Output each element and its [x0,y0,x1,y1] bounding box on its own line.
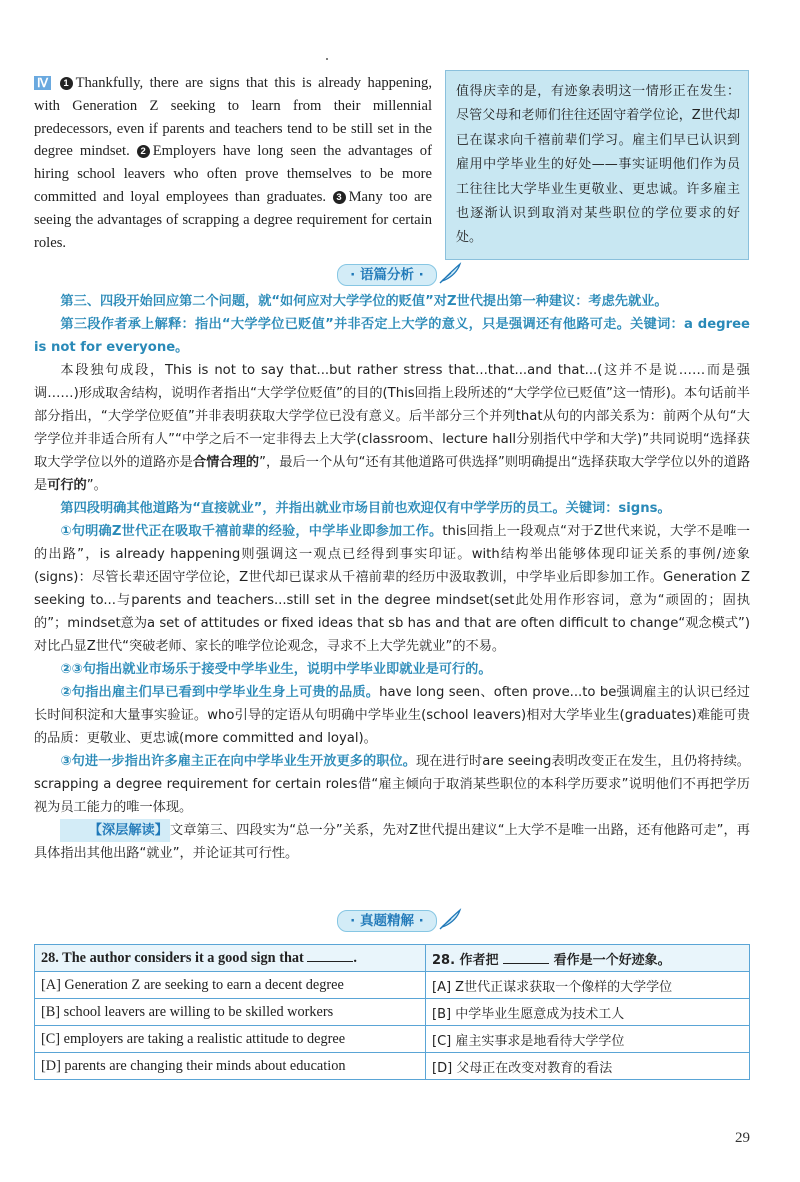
print-speck [326,58,328,60]
quill-pen-icon [439,908,463,930]
analysis-body [34,290,750,865]
option-c-zh: [C] 雇主实事求是地看待大学学位 [426,1026,750,1053]
emphasis-feasible: 可行的 [47,478,87,493]
option-row-b [35,999,750,1026]
analysis-para-2: 第三段作者承上解释：指出“大学学位已贬值”并非否定上大学的意义，只是强调还有他路可走。关键词：a degree is not for everyone。 [34,317,750,355]
option-b-zh: [B] 中学毕业生愿意成为技术工人 [426,999,750,1026]
sentence-1: Thankfully, there are signs that this is already happening, with Generation Z seeking to learn from their millennial predecessors, even if parents and teachers tend to be still set in the degree mindset. [34,75,432,160]
section-heading-label: · 真题精解 · [337,910,437,932]
option-d-en: [D] parents are changing their minds about education [35,1053,426,1080]
option-d-zh: [D] 父母正在改变对教育的看法 [426,1053,750,1080]
option-c-en: [C] employers are taking a realistic attitude to degree [35,1026,426,1053]
page-number: 29 [735,1130,750,1146]
question-stem-zh: 28. 作者把 看作是一个好迹象。 [426,945,750,972]
question-table [34,944,750,1080]
sentence-2: Employers have long seen the advantages of hiring school leavers who often prove themselves to be more committed and loyal employees than graduates. [34,143,432,205]
section-heading-discourse-analysis [0,262,800,286]
section-heading-label: · 语篇分析 · [337,264,437,286]
sentence-number-2: 2 [137,145,150,158]
sentence-3: Many too are seeing the advantages of scrapping a degree requirement for certain roles. [34,188,432,251]
option-row-a [35,972,750,999]
roman-numeral-badge: Ⅳ [34,76,51,90]
question-stem-en: 28. The author considers it a good sign that . [35,945,426,972]
sentence-3-note: ③句进一步指出许多雇主正在向中学毕业生开放更多的职位。 [60,754,417,769]
emphasis-reasonable: 合情合理的 [192,455,260,470]
analysis-para-8: ③句进一步指出许多雇主正在向中学毕业生开放更多的职位。现在进行时are seeing表明改变正在发生，且仍将持续。scrapping a degree requirement for certain roles借“雇主倾向于取消某些职位的本科学历要求”说明他们不再把学历视为员工能力的唯一体现。 [34,754,750,815]
question-stem-row [35,945,750,972]
deep-reading-tag: 【深层解读】 [60,819,170,842]
option-a-zh: [A] Z世代正谋求获取一个像样的大学学位 [426,972,750,999]
translation-box: 值得庆幸的是，有迹象表明这一情形正在发生：尽管父母和老师们往往还固守着学位论，Z世代却已在谋求向千禧前辈们学习。雇主们早已认识到雇用中学毕业生的好处——事实证明他们作为员工往往比大学毕业生更敬业、更忠诚。许多雇主也逐渐认识到取消对某些职位的学位要求的好处。 [445,70,749,260]
sentence-2-note: ②句指出雇主们早已看到中学毕业生身上可贵的品质。 [60,685,380,700]
option-b-en: [B] school leavers are willing to be skilled workers [35,999,426,1026]
analysis-para-5: ①句明确Z世代正在吸取千禧前辈的经验，中学毕业即参加工作。this回指上一段观点“对于Z世代来说，大学不是唯一的出路”，is already happening则强调这一观点已经得到事实印证。with结构举出能够体现印证关系的事例/迹象(signs)：尽管长辈还固守学位论，Z世代却已谋求从千禧前辈的经历中汲取教训，中学毕业后即参加工作。Generation Z seeking to...与parents and teachers...still set in the degree mindset(set此处用作形容词，意为“顽固的；固执的”；mindset意为a set of attitudes or fixed ideas that sb has and that are often difficult to change“观念模式”)对比凸显Z世代“突破老师、家长的唯学位论观念，寻求不上大学先就业”的不易。 [34,524,750,654]
option-row-d [35,1053,750,1080]
sentence-number-3: 3 [333,191,346,204]
passage-paragraph-iv [34,72,432,254]
analysis-para-6: ②③句指出就业市场乐于接受中学毕业生，说明中学毕业即就业是可行的。 [60,662,492,677]
section-heading-question-analysis [0,908,800,932]
analysis-para-3: 本段独句成段，This is not to say that...but rather stress that...that...and that...(这并不是说……而是强调……)形成取舍结构，说明作者指出“大学学位贬值”的目的(This回指上段所述的“大学学位已贬值”这一情形)。本句话前半部分指出，“大学学位贬值”并非表明获取大学学位已没有意义。后半部分三个并列that从句的内部关系为：前两个从句“大学学位并非适合所有人”“中学之后不一定非得去上大学(classroom、lecture hall分别指代中学和大学)”共同说明“选择获取大学学位以外的道路亦是合情合理的”，最后一个从句“还有其他道路可供选择”则明确提出“选择获取大学学位以外的道路是可行的”。 [34,363,750,493]
analysis-para-4: 第四段明确其他道路为“直接就业”，并指出就业市场目前也欢迎仅有中学学历的员工。关键词：signs。 [60,501,671,516]
option-a-en: [A] Generation Z are seeking to earn a decent degree [35,972,426,999]
answer-blank [307,949,353,962]
answer-blank [503,951,549,964]
sentence-number-1: 1 [60,77,73,90]
quill-pen-icon [439,262,463,284]
sentence-1-note: ①句明确Z世代正在吸取千禧前辈的经验，中学毕业即参加工作。 [60,524,443,539]
analysis-para-9: 【深层解读】 文章第三、四段实为“总一分”关系，先对Z世代提出建议“上大学不是唯一出路，还有他路可走”，再具体指出其他出路“就业”，并论证其可行性。 [34,819,750,865]
analysis-para-1: 第三、四段开始回应第二个问题，就“如何应对大学学位的贬值”对Z世代提出第一种建议：考虑先就业。 [60,294,668,309]
analysis-para-7: ②句指出雇主们早已看到中学毕业生身上可贵的品质。have long seen、often prove...to be强调雇主的认识已经过长时间积淀和大量事实验证。who引导的定语从句明确中学毕业生(school leavers)相对大学毕业生(graduates)难能可贵的品质：更敬业、更忠诚(more committed and loyal)。 [34,685,750,746]
option-row-c [35,1026,750,1053]
